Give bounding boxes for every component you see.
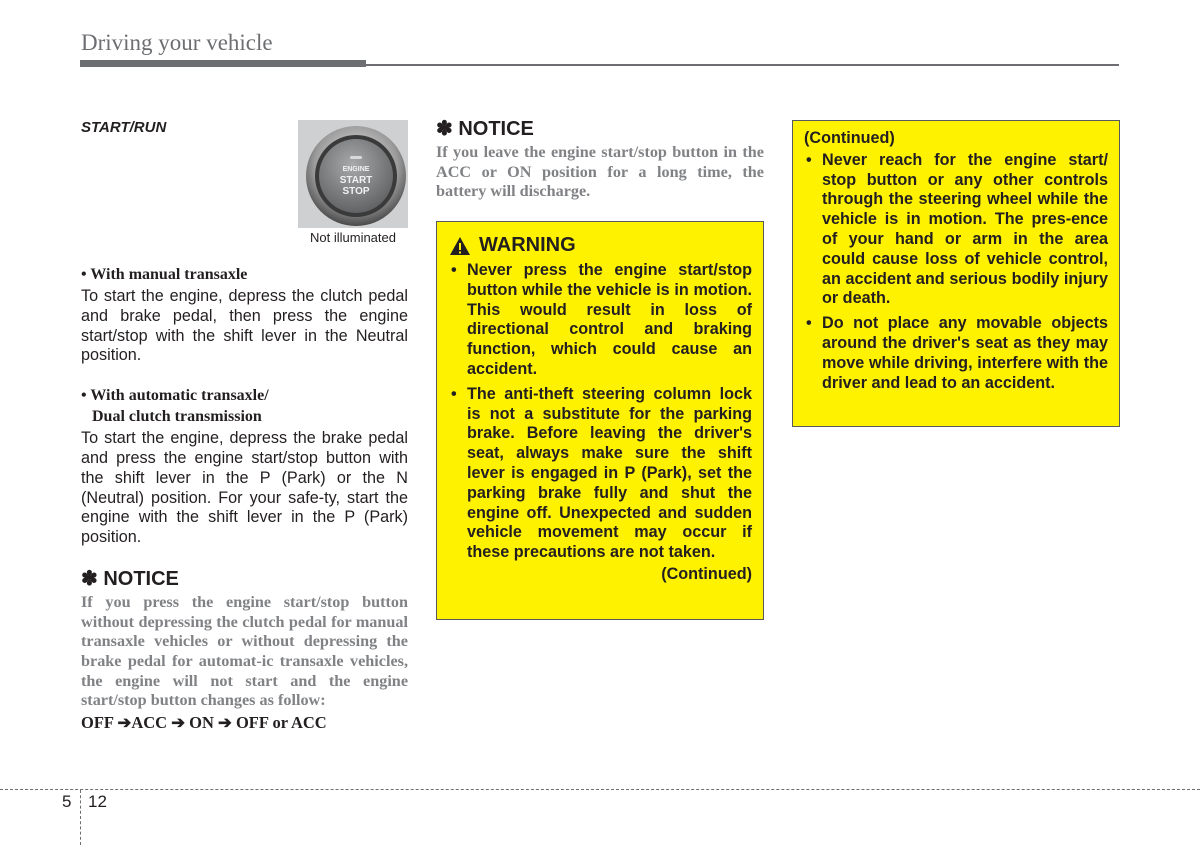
page-number: 12 xyxy=(88,792,107,811)
middle-notice xyxy=(436,117,764,202)
continued-warning-box xyxy=(792,120,1120,427)
warning-title: WARNING xyxy=(479,234,576,256)
state-flow-text: OFF ➔ACC ➔ ON ➔ OFF or ACC xyxy=(81,713,327,733)
header-rule-thick xyxy=(80,60,366,67)
section-title-block xyxy=(81,119,291,136)
left-notice-title: ✽ NOTICE xyxy=(81,567,179,590)
warning-item: • The anti-theft steering column lock is not a substitute for the parking brake. Before leaving the driver's seat, always make sure the shift lever is engaged in P (Park), set the parking brake fully and shut the engine off. Unexpected and sudden vehicle movement may occur if these precautions are not taken. xyxy=(449,385,752,563)
left-column-body xyxy=(81,264,408,733)
warning-triangle-icon xyxy=(449,236,471,256)
warning-heading xyxy=(449,234,752,257)
warning-item: • Never reach for the engine start/ stop button or any other controls through the steering wheel while the vehicle is in motion. The pres-ence of your hand or arm in the area could cause loss of vehicle control, an accident and serious bodily injury or death. xyxy=(804,151,1108,309)
page-header-title: Driving your vehicle xyxy=(81,30,273,55)
left-notice xyxy=(81,567,408,733)
engine-start-stop-button-icon xyxy=(298,120,408,228)
manual-transaxle-heading: • With manual transaxle xyxy=(81,266,248,283)
continued-warning-list xyxy=(804,151,1108,394)
middle-notice-text: If you leave the engine start/stop button in the ACC or ON position for a long time, the battery will discharge. xyxy=(436,143,764,201)
footer-rule xyxy=(0,789,1200,790)
automatic-transaxle-heading: • With automatic transaxle/ xyxy=(81,387,269,405)
warning-list xyxy=(449,261,752,563)
automatic-transaxle-text: To start the engine, depress the brake pedal and press the engine start/stop button with the shift lever in the P (Park) or the N (Neutral) position. For your safe-ty, start the engine with the shift lever in the P (Park) position. xyxy=(81,429,408,547)
button-label-stop: STOP xyxy=(342,186,370,197)
button-label-engine: ENGINE xyxy=(342,166,370,173)
chapter-number: 5 xyxy=(62,792,72,811)
manual-transaxle-text: To start the engine, depress the clutch pedal and brake pedal, then press the engine start/stop with the shift lever in the Neutral position. xyxy=(81,287,408,365)
automatic-transaxle-heading-line2: Dual clutch transmission xyxy=(92,408,262,426)
continued-heading: (Continued) xyxy=(804,129,895,147)
start-stop-button-figure xyxy=(298,120,408,248)
left-notice-text: If you press the engine start/stop button without depressing the clutch pedal for manual transaxle vehicles or without depressing the brake pedal for automat-ic transaxle vehicles, the engine will not start and the engine start/stop button changes as follow: xyxy=(81,592,408,710)
header-rule-thin xyxy=(366,64,1119,66)
warning-box xyxy=(436,221,764,620)
warning-item: • Do not place any movable objects around the driver's seat as they may move while driving, interfere with the driver and lead to an accident. xyxy=(804,314,1108,393)
warning-continued: (Continued) xyxy=(661,564,752,583)
section-title: START/RUN xyxy=(81,119,167,136)
start-stop-button-photo xyxy=(298,120,408,228)
footer-divider xyxy=(80,790,81,845)
button-label-start: START xyxy=(339,175,373,186)
image-caption: Not illuminated xyxy=(298,228,408,248)
middle-notice-title: ✽ NOTICE xyxy=(436,118,534,140)
warning-item: • Never press the engine start/stop button while the vehicle is in motion. This would result in loss of directional control and braking function, which could cause an accident. xyxy=(449,261,752,380)
